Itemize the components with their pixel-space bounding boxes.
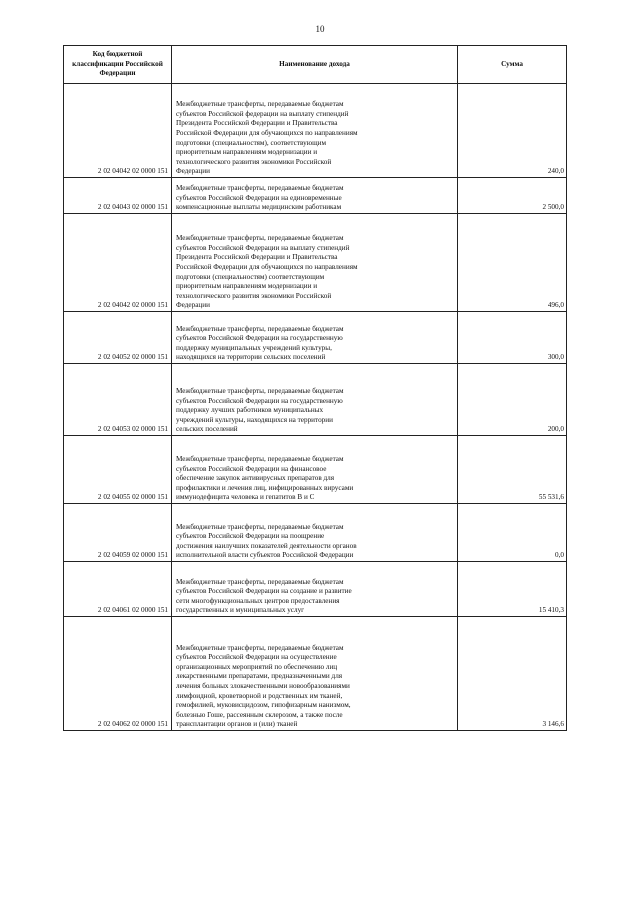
- row-amount: 55 531,6: [458, 436, 567, 504]
- row-name: Межбюджетные трансферты, передаваемые бюджетам субъектов Российской Федерации на создание и развитие сети многофункциональных центров предоставления государственных и муниципальных услуг: [172, 562, 458, 617]
- row-code: 2 02 04043 02 0000 151: [64, 178, 172, 214]
- row-code: 2 02 04062 02 0000 151: [64, 617, 172, 731]
- table-row: [64, 436, 567, 504]
- row-name: Межбюджетные трансферты, передаваемые бюджетам субъектов Российской Федерации на поощрение достижения наилучших показателей деятельности органов исполнительной власти субъектов Российской Федерации: [172, 504, 458, 562]
- row-name: Межбюджетные трансферты, передаваемые бюджетам субъектов Российской Федерации на единовременные компенсационные выплаты медицинским работникам: [172, 178, 458, 214]
- row-amount: 496,0: [458, 214, 567, 312]
- row-name: Межбюджетные трансферты, передаваемые бюджетам субъектов Российской Федерации на государственную поддержку муниципальных учреждений культуры, находящихся на территории сельских поселений: [172, 312, 458, 364]
- table-row: [64, 504, 567, 562]
- row-name: Межбюджетные трансферты, передаваемые бюджетам субъектов Российской Федерации на финансовое обеспечение закупок антивирусных препаратов для профилактики и лечения лиц, инфицированных вирусами иммунодефицита человека и гепатитов B и C: [172, 436, 458, 504]
- header-code: Код бюджетной классификации Российской Федерации: [64, 46, 172, 84]
- header-amount: Сумма: [458, 46, 567, 84]
- table-row: [64, 312, 567, 364]
- row-code: 2 02 04042 02 0000 151: [64, 214, 172, 312]
- row-amount: 3 146,6: [458, 617, 567, 731]
- table-row: [64, 562, 567, 617]
- row-code: 2 02 04059 02 0000 151: [64, 504, 172, 562]
- row-name: Межбюджетные трансферты, передаваемые бюджетам субъектов Российской федерации на выплату стипендий Президента Российской Федерации и Правительства Российской Федерации для обучающихся по направлениям подготовки (специальностям), соответствующим приоритетным направлениям модернизации и технологического развития экономики Российской Федерации: [172, 84, 458, 178]
- row-code: 2 02 04061 02 0000 151: [64, 562, 172, 617]
- row-amount: 300,0: [458, 312, 567, 364]
- table-header: [64, 46, 567, 84]
- row-amount: 0,0: [458, 504, 567, 562]
- row-name: Межбюджетные трансферты, передаваемые бюджетам субъектов Российской Федерации на осуществление организационных мероприятий по обеспечению лиц лекарственными препаратами, предназначенными для лечения больных злокачественными новообразованиями лимфоидной, кроветворной и родственных им тканей, гемофилией, муковисцидозом, гипофизарным нанизмом, болезнью Гоше, рассеянным склерозом, а также после трансплантации органов и (или) тканей: [172, 617, 458, 731]
- row-code: 2 02 04055 02 0000 151: [64, 436, 172, 504]
- row-name: Межбюджетные трансферты, передаваемые бюджетам субъектов Российской Федерации на выплату стипендий Президента Российской Федерации и Правительства Российской Федерации для обучающихся по направлениям подготовки (специальностям) соответствующим приоритетным направлениям модернизации и технологического развития экономики Российской Федерации: [172, 214, 458, 312]
- revenue-table: [63, 45, 567, 731]
- table-row: [64, 214, 567, 312]
- table-body: [64, 84, 567, 731]
- table-row: [64, 178, 567, 214]
- header-row: [64, 46, 567, 84]
- row-code: 2 02 04053 02 0000 151: [64, 364, 172, 436]
- table-row: [64, 84, 567, 178]
- row-amount: 200,0: [458, 364, 567, 436]
- row-name: Межбюджетные трансферты, передаваемые бюджетам субъектов Российской Федерации на государственную поддержку лучших работников муниципальных учреждений культуры, находящихся на территории сельских поселений: [172, 364, 458, 436]
- table-row: [64, 617, 567, 731]
- row-code: 2 02 04042 02 0000 151: [64, 84, 172, 178]
- header-name: Наименование дохода: [172, 46, 458, 84]
- table-row: [64, 364, 567, 436]
- row-amount: 2 500,0: [458, 178, 567, 214]
- row-amount: 240,0: [458, 84, 567, 178]
- row-code: 2 02 04052 02 0000 151: [64, 312, 172, 364]
- page-number: 10: [315, 24, 325, 34]
- row-amount: 15 410,3: [458, 562, 567, 617]
